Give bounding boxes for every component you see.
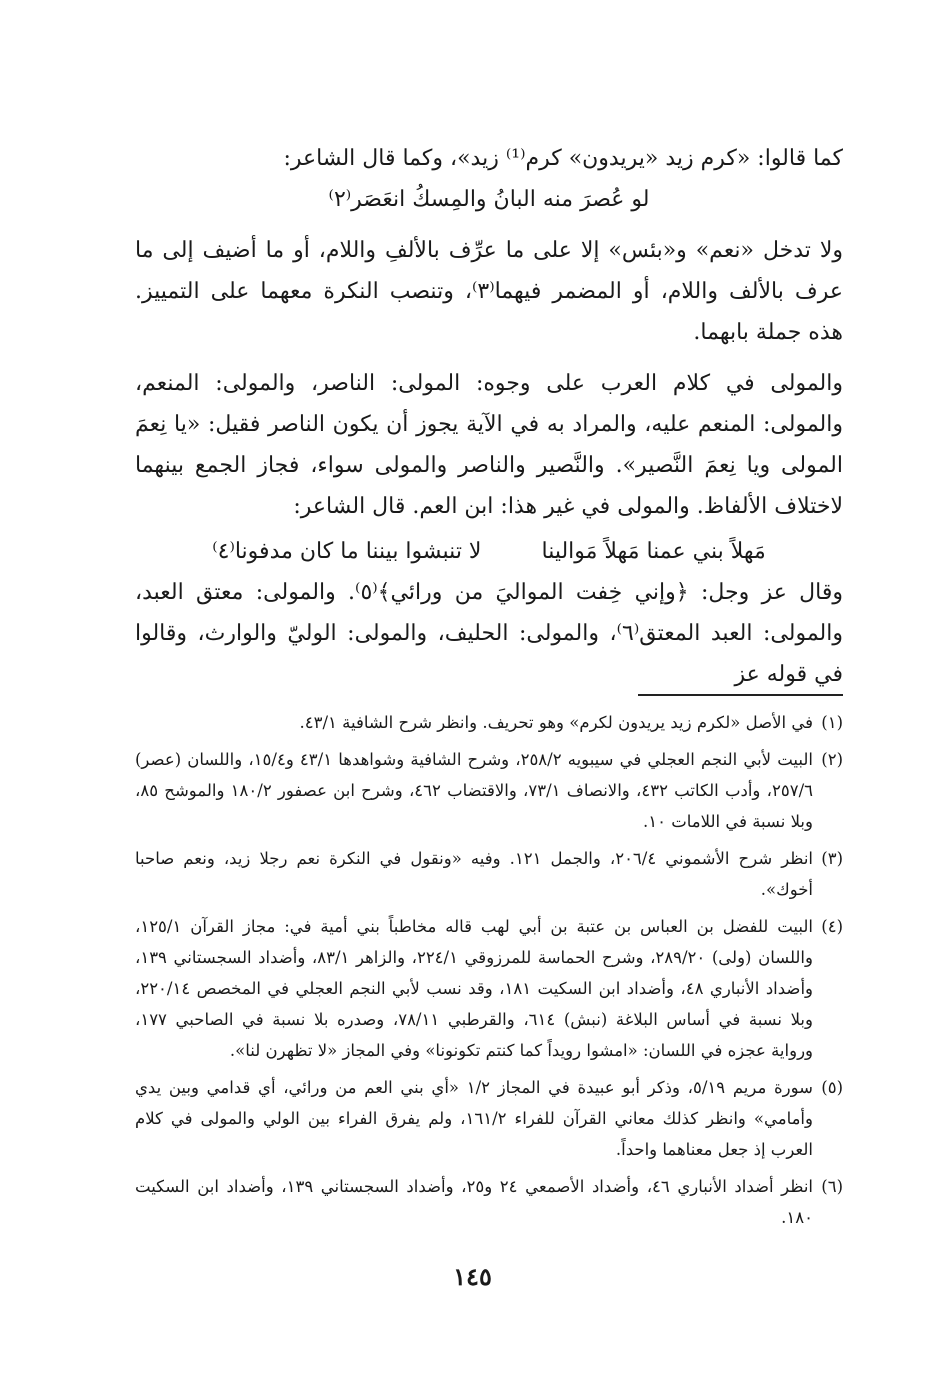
paragraph-1: كما قالوا: «كرم زيد «يريدون» كرم⁽¹⁾ زيد»، وكما قال الشاعر: <box>283 146 843 171</box>
footnote-number: (٥) <box>821 1078 843 1097</box>
footnote-number: (١) <box>821 713 843 732</box>
footnote-4 <box>135 911 843 1066</box>
verse-1: لو عُصرَ منه البانُ والمِسكُ انعَصَر⁽٢⁾ <box>328 187 650 212</box>
footnote-6 <box>135 1171 843 1233</box>
paragraph-3: والمولى في كلام العرب على وجوه: المولى: الناصر، والمولى: المنعم، والمولى: المنعم عليه، والمراد به في الآية يجوز أن يكون الناصر فقيل: «يا نِعمَ المولى ويا نِعمَ النَّصير». والنَّصير والناصر والمولى سواء، فجاز الجمع بينهما لاختلاف الألفاظ. والمولى في غير هذا: ابن العم. قال الشاعر: <box>135 371 843 519</box>
footnote-5 <box>135 1072 843 1165</box>
footnote-number: (٤) <box>821 917 843 936</box>
verse-2 <box>135 531 843 572</box>
footnote-number: (٣) <box>821 849 843 868</box>
footnote-text: انظر شرح الأشموني ٢٠٦/٤، والجمل ١٢١. وفيه «ونقول في النكرة نعم رجلا زيد، ونعم صاحبا أخوك». <box>135 849 814 899</box>
footnote-text: في الأصل «لكرم زيد يريدون لكرم» وهو تحريف. وانظر شرح الشافية ٤٣/١. <box>299 713 813 732</box>
footnotes <box>135 707 843 1239</box>
footnote-2 <box>135 744 843 837</box>
paragraph-2: ولا تدخل «نعم» و«بئس» إلا على ما عرِّف بالألفِ واللام، أو ما أضيف إلى ما عرف بالألف واللام، أو المضمر فيهما⁽٣⁾، وتنصب النكرة معهما على التمييز. هذه جملة بابهما. <box>135 238 844 345</box>
page-number: ١٤٥ <box>453 1262 492 1291</box>
footnote-1 <box>135 707 843 738</box>
footnote-number: (٢) <box>821 750 843 769</box>
footnote-text: البيت لأبي النجم العجلي في سيبويه ٢٥٨/٢، وشرح الشافية وشواهدها ٤٣/١ و١٥/٤، واللسان (عصر) ٢٥٧/٦، وأدب الكاتب ٤٣٢، والانصاف ٧٣/١، والاقتضاب ٤٦٢، وشرح ابن عصفور ١٨٠/٢ والموشح ٨٥، وبلا نسبة في اللامات ١٠. <box>135 750 814 831</box>
footnote-3 <box>135 843 843 905</box>
footnote-text: سورة مريم ٥/١٩، وذكر أبو عبيدة في المجاز ١/٢ «أي بني العم من ورائي، أي قدامي وبين يدي وأمامي» وانظر كذلك معاني القرآن للفراء ١٦١/٢، ولم يفرق الفراء بين الولي والمولى في كلام العرب إذ جعل معناهما واحداً. <box>135 1078 813 1159</box>
verse-2-second-hemistich: لا تنبشوا بيننا ما كان مدفونا⁽٤⁾ <box>212 539 482 564</box>
footnote-separator <box>638 694 843 696</box>
paragraph-4: وقال عز وجل: ﴿وإني خِفت المواليَ من ورائي﴾⁽٥⁾. والمولى: معتق العبد، والمولى: العبد المعتق⁽٦⁾، والمولى: الحليف، والمولى: الوليّ والوارث، وقالوا في قوله عز <box>135 580 843 687</box>
footnote-text: البيت للفضل بن العباس بن عتبة بن أبي لهب قاله مخاطباً بني أمية في: مجاز القرآن ١٢٥/١، واللسان (ولى) ٢٨٩/٢٠، وشرح الحماسة للمرزوقي ٢٢٤/١، والزاهر ٨٣/١، وأضداد السجستاني ١٣٩، وأضداد الأنباري ٤٨، وأضداد ابن السكيت ١٨١، وقد نسب لأبي النجم العجلي في المخصص ٢٢٠/١٤، وبلا نسبة في أساس البلاغة (نبش) ٦١٤، والقرطبي ٧٨/١١، وصدره بلا نسبة في الصاحبي ١٧٧، ورواية عجزه في اللسان: «امشوا رويداً كما كنتم تكونونا» وفي المجاز «لا تظهرن لنا». <box>135 917 813 1060</box>
footnote-text: انظر أضداد الأنباري ٤٦، وأضداد الأصمعي ٢٤ و٢٥، وأضداد السجستاني ١٣٩، وأضداد ابن السكيت ١٨٠. <box>135 1177 813 1227</box>
main-text <box>135 138 843 695</box>
verse-2-first-hemistich: مَهلاً بني عمنا مَهلاً مَوالينا <box>541 539 766 564</box>
footnote-number: (٦) <box>821 1177 843 1196</box>
